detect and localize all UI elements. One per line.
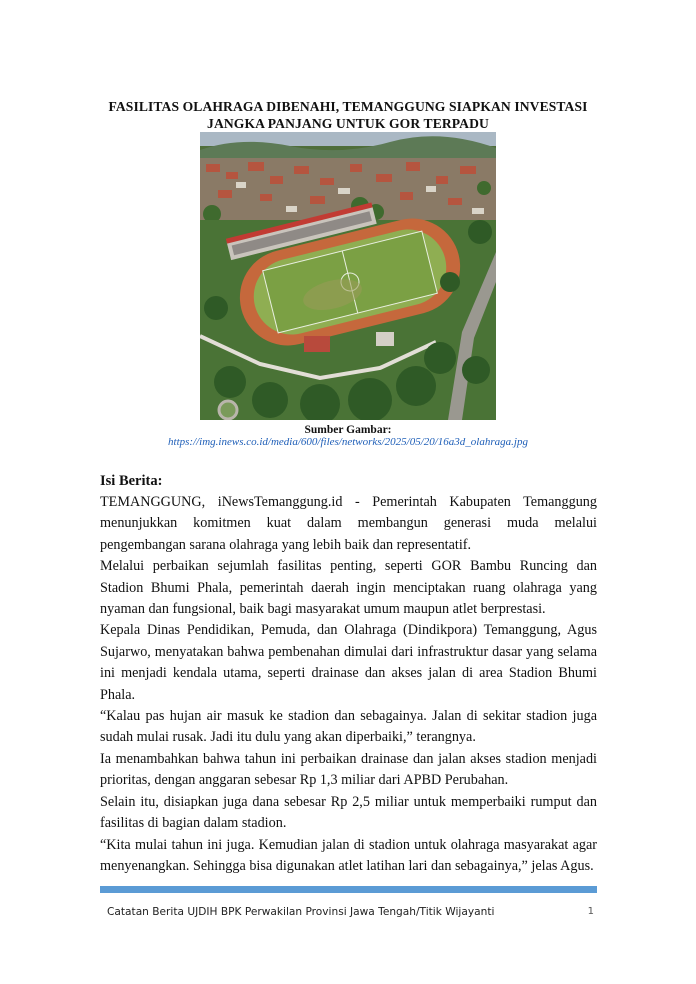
- article-title: FASILITAS OLAHRAGA DIBENAHI, TEMANGGUNG SIAPKAN INVESTASI JANGKA PANJANG UNTUK GOR TERPADU: [108, 99, 588, 131]
- article-paragraph: TEMANGGUNG, iNewsTemanggung.id - Pemerintah Kabupaten Temanggung menunjukkan komitmen kuat dalam membangun generasi muda melalui pengembangan sarana olahraga yang lebih baik dan representatif.: [100, 494, 597, 553]
- article-paragraph: Selain itu, disiapkan juga dana sebesar Rp 2,5 miliar untuk memperbaiki rumput dan fasilitas di bagian dalam stadion.: [100, 793, 597, 832]
- article-paragraph: “Kalau pas hujan air masuk ke stadion dan sebagainya. Jalan di sekitar stadion juga sudah mulai rusak. Jadi itu dulu yang akan diperbaiki,” terangnya.: [100, 708, 597, 746]
- image-source-label: Sumber Gambar:: [304, 424, 392, 436]
- image-source-url[interactable]: https://img.inews.co.id/media/600/files/networks/2025/05/20/16a3d_olahraga.jpg: [168, 436, 528, 448]
- article-body: [100, 492, 597, 877]
- section-heading: Isi Berita:: [100, 473, 163, 489]
- article-paragraph: “Kita mulai tahun ini juga. Kemudian jalan di stadion untuk olahraga masyarakat agar menyenangkan. Sehingga bisa digunakan atlet latihan lari dan sebagainya,” jelas Agus.: [100, 836, 597, 874]
- stadium-aerial-photo: [200, 132, 496, 420]
- page-number: 1: [587, 906, 594, 917]
- article-paragraph: Melalui perbaikan sejumlah fasilitas penting, seperti GOR Bambu Runcing dan Stadion Bhumi Phala, pemerintah daerah ingin menciptakan ruang olahraga yang nyaman dan fungsional, baik bagi masyarakat umum maupun atlet berprestasi.: [100, 558, 597, 618]
- article-paragraph: Kepala Dinas Pendidikan, Pemuda, dan Olahraga (Dindikpora) Temanggung, Agus Sujarwo, menyatakan bahwa pembenahan dimulai dari infrastruktur dasar yang selama ini menjadi kendala utama, seperti drainase dan akses jalan di area Stadion Bhumi Phala.: [100, 622, 597, 703]
- footer-text: Catatan Berita UJDIH BPK Perwakilan Provinsi Jawa Tengah/Titik Wijayanti: [107, 906, 495, 918]
- footer-divider: [100, 886, 597, 893]
- article-paragraph: Ia menambahkan bahwa tahun ini perbaikan drainase dan jalan akses stadion menjadi prioritas, dengan anggaran sebesar Rp 1,3 miliar dari APBD Perubahan.: [100, 750, 597, 789]
